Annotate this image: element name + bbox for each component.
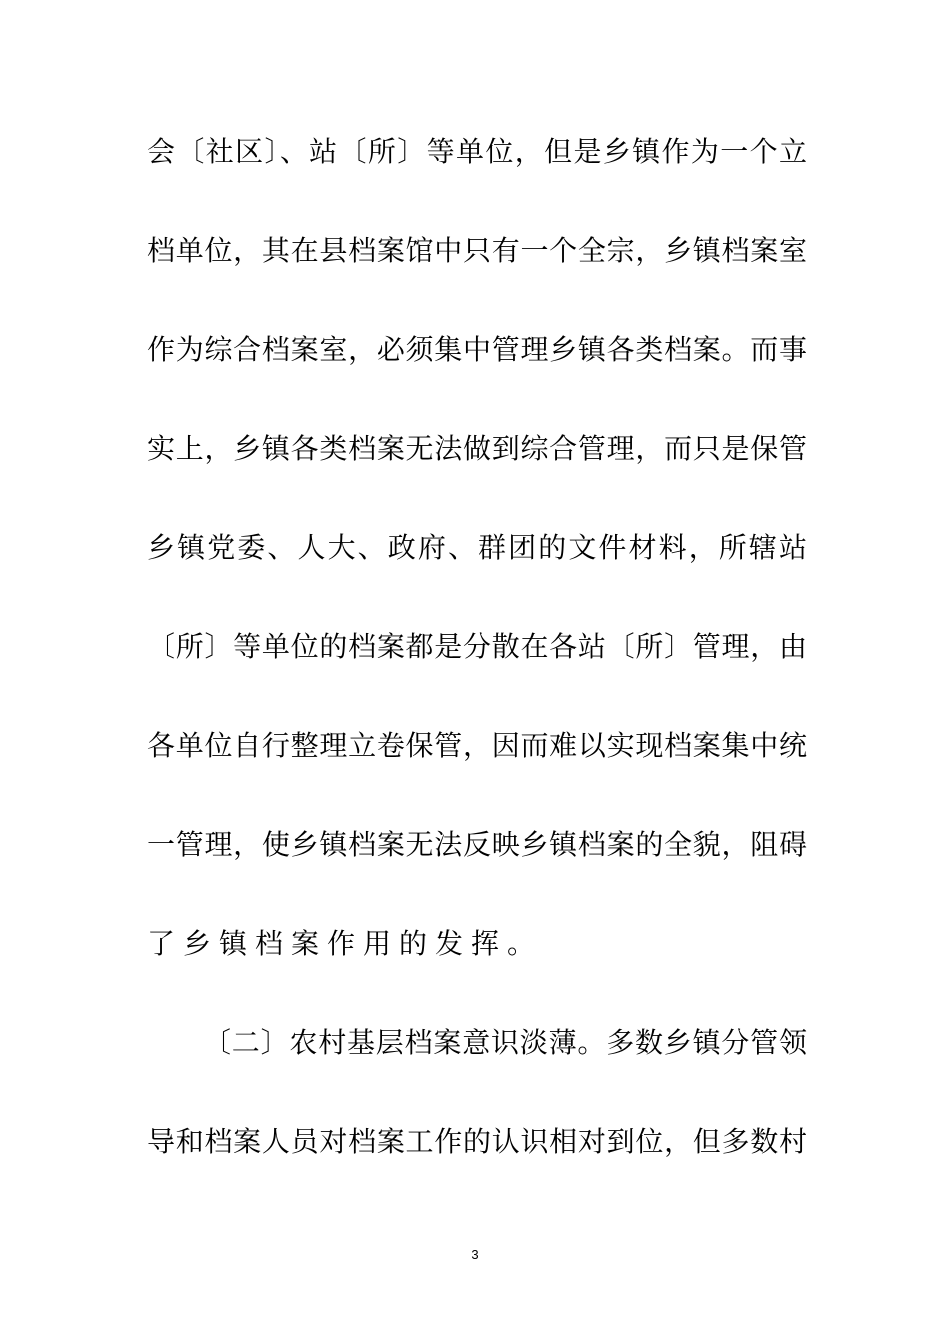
text-line: 一管理，使乡镇档案无法反映乡镇档案的全貌，阻碍 [147, 828, 807, 861]
page-number: 3 [471, 1247, 479, 1262]
text-line: 〔所〕等单位的档案都是分散在各站〔所〕管理，由 [147, 630, 807, 663]
text-line: 实上，乡镇各类档案无法做到综合管理，而只是保管 [147, 432, 807, 465]
text-line: 乡镇党委、人大、政府、群团的文件材料，所辖站 [147, 531, 807, 564]
section-heading-line: 〔二〕农村基层档案意识淡薄。多数乡镇分管领 [203, 1026, 807, 1059]
text-line: 了乡镇档案作用的发挥。 [147, 927, 544, 960]
text-line: 各单位自行整理立卷保管，因而难以实现档案集中统 [147, 729, 807, 762]
text-line: 作为综合档案室，必须集中管理乡镇各类档案。而事 [147, 333, 807, 366]
text-line: 导和档案人员对档案工作的认识相对到位，但多数村 [147, 1125, 807, 1158]
text-line: 档单位，其在县档案馆中只有一个全宗，乡镇档案室 [147, 234, 807, 267]
text-line: 会〔社区〕、站〔所〕等单位，但是乡镇作为一个立 [147, 135, 807, 168]
